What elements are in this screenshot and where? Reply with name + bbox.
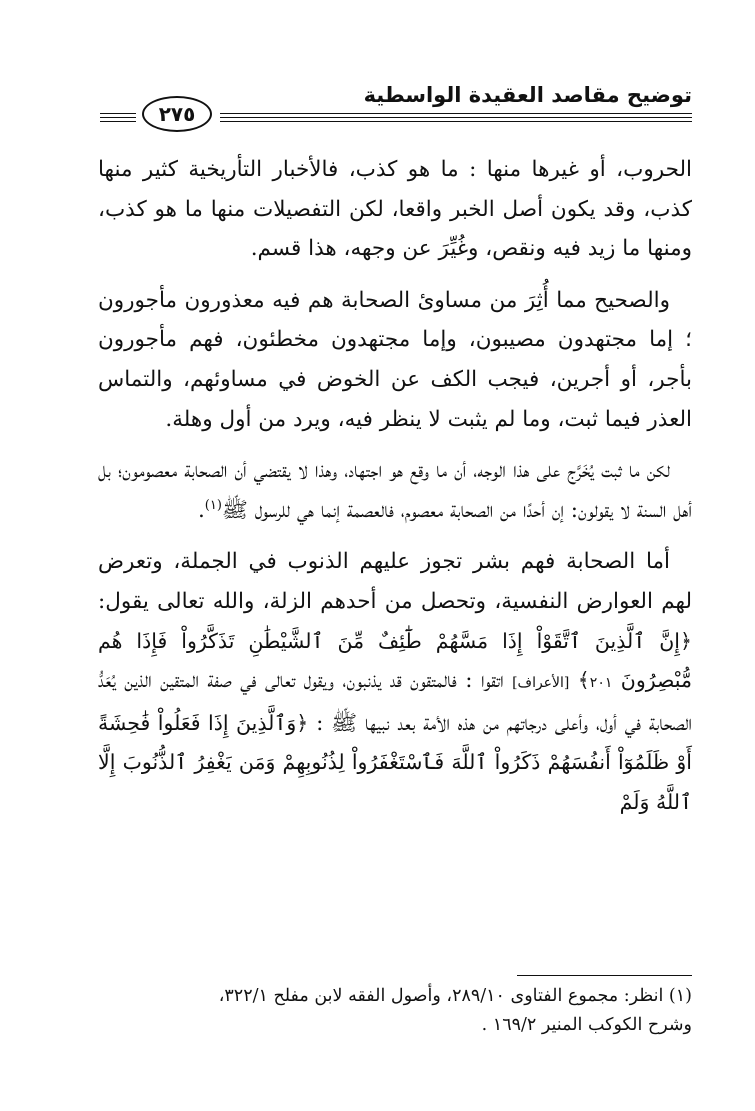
paragraph-2 — [98, 281, 692, 439]
text-line: مأجورون ؛ إما مجتهدون مصيبون، وإما مجتهدون مخطئون، فهم — [98, 287, 692, 353]
text-line: هو كذب، ومنها ما زيد فيه ونقص، وغُيِّرَ عن وجهه، هذا قسم. — [98, 196, 692, 262]
footnote-line: وشرح الكوكب المنير ١٦٩/٢ . — [481, 1015, 692, 1035]
footnote-1 — [98, 982, 692, 1040]
paragraph-3 — [98, 451, 692, 530]
body-text — [98, 150, 692, 823]
footnote-separator — [517, 975, 692, 976]
text-line: الحروب، أو غيرها منها : ما هو كذب، فالأخبار التأريخية كثير — [142, 157, 692, 182]
text-line: منها كذب، وقد يكون أصل الخبر واقعا، لكن التفصيلات منها ما — [98, 157, 692, 222]
text-line: لكن ما ثبت يُخَرَّج على هذا الوجه، أن ما وقع هو اجتهاد، — [344, 458, 671, 484]
quran-verse: ﴿إِنَّ ٱلَّذِينَ ٱتَّقَوْاْ إِذَا مَسَّهُمْ طَٰٓئِفٌ مِّنَ ٱلشَّيْطَٰنِ تَذَكَّرُواْ فَإِذَا هُم مُّبْصِرُونَ — [98, 628, 692, 693]
page-number-frame — [136, 96, 220, 136]
text-line: مساوئهم، والتماس العذر فيما ثبت، وما لم يثبت لا ينظر فيه، — [98, 366, 692, 432]
quran-verse: ﴿وَٱلَّذِينَ إِذَا فَعَلُواْ فَٰحِشَةً أَوْ ظَلَمُوٓاْ أَنفُسَهُمْ ذَكَرُواْ ٱللَّهَ فَٱسْتَغْفَرُواْ لِذُنُوبِهِمْ وَمَن يَغْفِرُ ٱلذُّنُوبَ إِلَّا ٱللَّهُ وَلَمْ — [98, 710, 692, 814]
text-line: للرسول ﷺ — [221, 497, 290, 523]
verse-number: ٢٠١ — [589, 675, 613, 692]
page-number: ٢٧٥ — [142, 96, 212, 132]
text-line: من هذه الأمة بعد نبيها ﷺ : — [316, 710, 499, 736]
book-title: توضيح مقاصد العقيدة الواسطية — [363, 83, 692, 107]
footnote-marker[interactable]: (١) — [204, 497, 222, 513]
text-line: أما الصحابة فهم بشر تجوز عليهم الذنوب في الجملة، وتعرض — [98, 549, 670, 575]
text-line: اتقوا : فالمتقون قد يذنبون، ويقول — [303, 668, 504, 694]
text-line: ويرد من أول وهلة. — [165, 406, 331, 432]
text-line: لهم العوارض النفسية، وتحصل من أحدهم الزلة، والله تعالى — [157, 588, 692, 614]
end-punctuation: . — [197, 497, 205, 523]
page-header — [100, 82, 692, 132]
quran-close-bracket: ﴾ — [577, 668, 590, 693]
footnotes — [98, 982, 692, 1040]
text-line: يقولون: إن أحدًا من الصحابة معصوم، فالعصمة إنما هي — [296, 497, 614, 523]
text-line: مأجورون بأجر، أو أجرين، فيجب الكف عن الخوض في — [98, 327, 692, 392]
surah-reference: [الأعراف] — [512, 675, 570, 692]
footnote-line: (١) انظر: مجموع الفتاوى ٢٨٩/١٠، وأصول الفقه لابن مفلح ٣٢٢/١، — [218, 986, 692, 1006]
text-line: وهذا لا يقتضي أن الصحابة معصومون؛ بل أهل السنة لا — [98, 458, 692, 523]
text-line: يقول: — [98, 588, 149, 614]
text-line: والصحيح مما أُثِرَ من مساوئ الصحابة هم فيه معذورون — [184, 287, 670, 313]
paragraph-4 — [98, 542, 692, 822]
paragraph-1 — [98, 150, 692, 269]
text-line: تعالى في صفة المتقين الذين يُعَدُّ الصحابة في أول، وأعلى درجاتهم — [98, 668, 692, 736]
